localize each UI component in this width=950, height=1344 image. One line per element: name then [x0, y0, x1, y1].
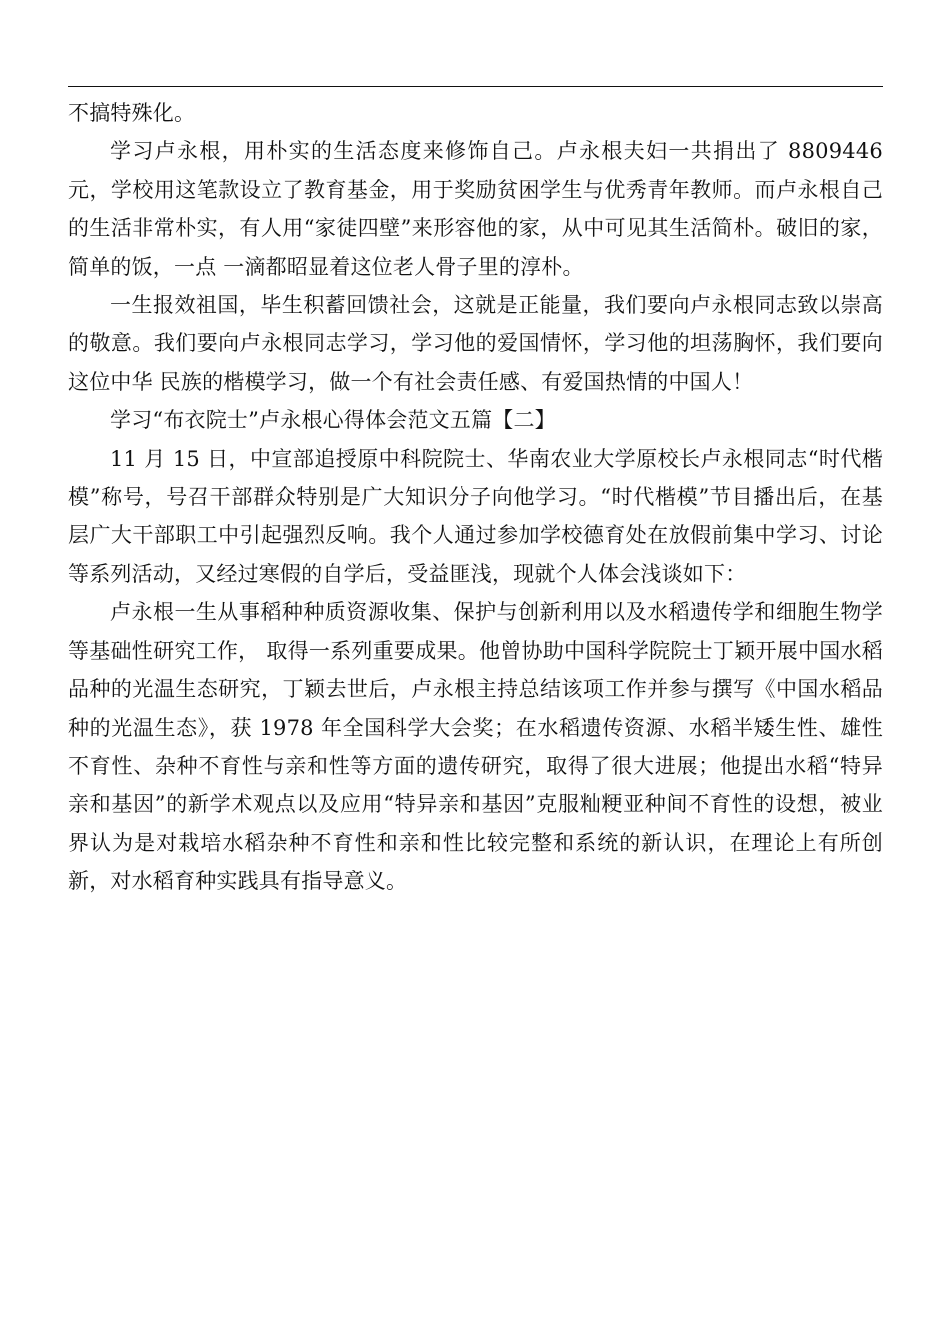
document-body: [68, 94, 883, 901]
paragraph-simple-life: 学习卢永根，用朴实的生活态度来修饰自己。卢永根夫妇一共捐出了 8809446 元，学校用这笔款设立了教育基金，用于奖励贫困学生与优秀青年教师。而卢永根自己的生活非常朴实，有人用“家徒四壁”来形容他的家，从中可见其生活简朴。破旧的家，简单的饭，一点 一滴都昭显着这位老人骨子里的淳朴。: [68, 139, 883, 279]
paragraph-continued: 不搞特殊化。: [68, 101, 196, 125]
header-rule: [68, 86, 883, 87]
section-heading: 学习“布衣院士”卢永根心得体会范文五篇【二】: [110, 408, 556, 433]
paragraph-patriotism: 一生报效祖国，毕生积蓄回馈社会，这就是正能量，我们要向卢永根同志致以崇高的敬意。我们要向卢永根同志学习，学习他的爱国情怀，学习他的坦荡胸怀，我们要向这位中华 民族的楷模学习，做一个有社会责任感、有爱国热情的中国人！: [68, 293, 883, 394]
paragraph-award-announcement: 11 月 15 日，中宣部追授原中科院院士、华南农业大学原校长卢永根同志“时代楷模”称号，号召干部群众特别是广大知识分子向他学习。“时代楷模”节目播出后，在基层广大干部职工中引起强烈反响。我个人通过参加学校德育处在放假前集中学习、讨论等系列活动，又经过寒假的自学后，受益匪浅，现就个人体会浅谈如下：: [68, 446, 883, 586]
paragraph-research-achievements: 卢永根一生从事稻种种质资源收集、保护与创新利用以及水稻遗传学和细胞生物学等基础性研究工作， 取得一系列重要成果。他曾协助中国科学院院士丁颖开展中国水稻品种的光温生态研究，丁颖去世后，卢永根主持总结该项工作并参与撰写《中国水稻品种的光温生态》，获 1978 年全国科学大会奖；在水稻遗传资源、水稻半矮生性、雄性不育性、杂种不育性与亲和性等方面的遗传研究，取得了很大进展；他提出水稻“特异亲和基因”的新学术观点以及应用“特异亲和基因”克服籼粳亚种间不育性的设想，被业界认为是对栽培水稻杂种不育性和亲和性比较完整和系统的新认识，在理论上有所创新，对水稻育种实践具有指导意义。: [68, 600, 883, 894]
